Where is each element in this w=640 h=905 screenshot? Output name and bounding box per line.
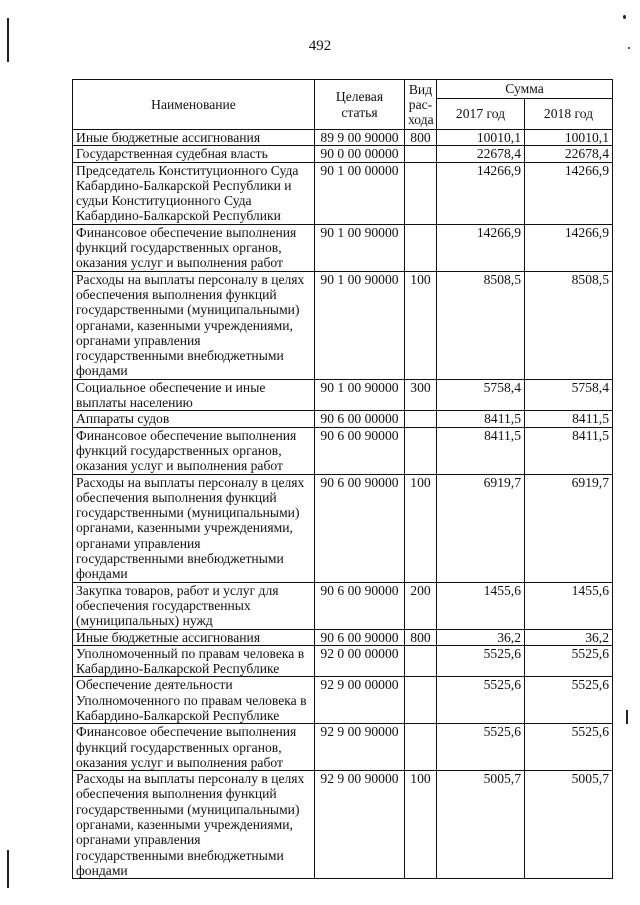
cell-sum-2017: 8508,5 [437, 271, 525, 379]
page-number: 492 [308, 38, 332, 54]
cell-name: Закупка товаров, работ и услуг для обеспечения государственных (муниципальных) нужд [73, 582, 315, 629]
cell-sum-2017: 6919,7 [437, 474, 525, 582]
cell-sum-2018: 5525,6 [525, 677, 613, 724]
cell-sum-2017: 5758,4 [437, 379, 525, 411]
cell-sum-2018: 36,2 [525, 629, 613, 645]
cell-expense-type: 800 [405, 629, 437, 645]
cell-target-article: 90 0 00 00000 [315, 146, 405, 162]
cell-sum-2018: 10010,1 [525, 130, 613, 146]
cell-name: Финансовое обеспечение выполнения функций государственных органов, оказания услуг и выполнения работ [73, 724, 315, 771]
table-row [73, 582, 613, 629]
cell-sum-2018: 22678,4 [525, 146, 613, 162]
cell-name: Иные бюджетные ассигнования [73, 130, 315, 146]
header-year-2018: 2018 год [525, 99, 613, 130]
table-row [73, 146, 613, 162]
table-row [73, 645, 613, 677]
cell-sum-2018: 14266,9 [525, 224, 613, 271]
scan-edge-mark [7, 850, 9, 888]
cell-sum-2017: 10010,1 [437, 130, 525, 146]
budget-table [72, 79, 613, 879]
cell-expense-type [405, 427, 437, 474]
scan-speck [623, 15, 626, 19]
cell-sum-2017: 22678,4 [437, 146, 525, 162]
cell-expense-type [405, 645, 437, 677]
cell-name: Финансовое обеспечение выполнения функций государственных органов, оказания услуг и выполнения работ [73, 427, 315, 474]
cell-name: Расходы на выплаты персоналу в целях обеспечения выполнения функций государственными (муниципальными) органами, казенными учреждениями, органами управления государственными внебюджетными фондами [73, 271, 315, 379]
cell-name: Расходы на выплаты персоналу в целях обеспечения выполнения функций государственными (муниципальными) органами, казенными учреждениями, органами управления государственными внебюджетными фондами [73, 771, 315, 879]
cell-name: Государственная судебная власть [73, 146, 315, 162]
cell-expense-type [405, 224, 437, 271]
cell-name: Иные бюджетные ассигнования [73, 629, 315, 645]
cell-expense-type [405, 411, 437, 427]
cell-expense-type [405, 724, 437, 771]
cell-sum-2017: 8411,5 [437, 427, 525, 474]
cell-sum-2017: 14266,9 [437, 162, 525, 224]
table-row [73, 130, 613, 146]
header-sum: Сумма [437, 80, 613, 99]
cell-sum-2018: 5525,6 [525, 724, 613, 771]
cell-sum-2018: 5005,7 [525, 771, 613, 879]
cell-sum-2017: 8411,5 [437, 411, 525, 427]
cell-expense-type [405, 162, 437, 224]
cell-sum-2017: 1455,6 [437, 582, 525, 629]
cell-expense-type [405, 677, 437, 724]
cell-expense-type: 100 [405, 271, 437, 379]
cell-target-article: 90 6 00 00000 [315, 411, 405, 427]
cell-target-article: 89 9 00 90000 [315, 130, 405, 146]
header-code: Целевая статья [315, 80, 405, 130]
cell-target-article: 90 1 00 90000 [315, 379, 405, 411]
cell-expense-type: 300 [405, 379, 437, 411]
cell-sum-2018: 14266,9 [525, 162, 613, 224]
cell-target-article: 92 9 00 90000 [315, 771, 405, 879]
table-row [73, 379, 613, 411]
cell-target-article: 92 0 00 00000 [315, 645, 405, 677]
table-row [73, 771, 613, 879]
table-row [73, 427, 613, 474]
cell-target-article: 90 6 00 90000 [315, 582, 405, 629]
table-row [73, 162, 613, 224]
header-name: Наименование [73, 80, 315, 130]
cell-sum-2017: 5525,6 [437, 724, 525, 771]
cell-expense-type: 100 [405, 771, 437, 879]
cell-sum-2018: 6919,7 [525, 474, 613, 582]
table-row [73, 629, 613, 645]
cell-target-article: 92 9 00 90000 [315, 724, 405, 771]
cell-name: Расходы на выплаты персоналу в целях обеспечения выполнения функций государственными (муниципальными) органами, казенными учреждениями, органами управления государственными внебюджетными фондами [73, 474, 315, 582]
cell-expense-type: 200 [405, 582, 437, 629]
cell-sum-2018: 8508,5 [525, 271, 613, 379]
cell-name: Обеспечение деятельности Уполномоченного по правам человека в Кабардино-Балкарской Республике [73, 677, 315, 724]
cell-expense-type [405, 146, 437, 162]
cell-sum-2018: 1455,6 [525, 582, 613, 629]
cell-name: Социальное обеспечение и иные выплаты населению [73, 379, 315, 411]
cell-sum-2018: 5525,6 [525, 645, 613, 677]
cell-expense-type: 100 [405, 474, 437, 582]
cell-target-article: 90 6 00 90000 [315, 427, 405, 474]
table-row [73, 411, 613, 427]
table-row [73, 677, 613, 724]
cell-expense-type: 800 [405, 130, 437, 146]
cell-sum-2018: 8411,5 [525, 427, 613, 474]
cell-target-article: 90 1 00 90000 [315, 224, 405, 271]
cell-name: Председатель Конституционного Суда Кабардино-Балкарской Республики и судьи Конституционного Суда Кабардино-Балкарской Республики [73, 162, 315, 224]
cell-name: Аппараты судов [73, 411, 315, 427]
cell-sum-2017: 5525,6 [437, 645, 525, 677]
cell-target-article: 90 6 00 90000 [315, 629, 405, 645]
cell-name: Уполномоченный по правам человека в Кабардино-Балкарской Республике [73, 645, 315, 677]
scan-speck [626, 710, 628, 724]
table-row [73, 474, 613, 582]
cell-sum-2017: 5005,7 [437, 771, 525, 879]
table-row [73, 224, 613, 271]
table-row [73, 271, 613, 379]
header-vid: Вид рас-хода [405, 80, 437, 130]
cell-target-article: 92 9 00 00000 [315, 677, 405, 724]
cell-name: Финансовое обеспечение выполнения функций государственных органов, оказания услуг и выполнения работ [73, 224, 315, 271]
cell-sum-2017: 14266,9 [437, 224, 525, 271]
table-row [73, 724, 613, 771]
header-year-2017: 2017 год [437, 99, 525, 130]
cell-sum-2017: 36,2 [437, 629, 525, 645]
table-body [73, 130, 613, 879]
cell-target-article: 90 1 00 90000 [315, 271, 405, 379]
cell-sum-2017: 5525,6 [437, 677, 525, 724]
cell-sum-2018: 8411,5 [525, 411, 613, 427]
cell-target-article: 90 6 00 90000 [315, 474, 405, 582]
cell-sum-2018: 5758,4 [525, 379, 613, 411]
cell-target-article: 90 1 00 00000 [315, 162, 405, 224]
